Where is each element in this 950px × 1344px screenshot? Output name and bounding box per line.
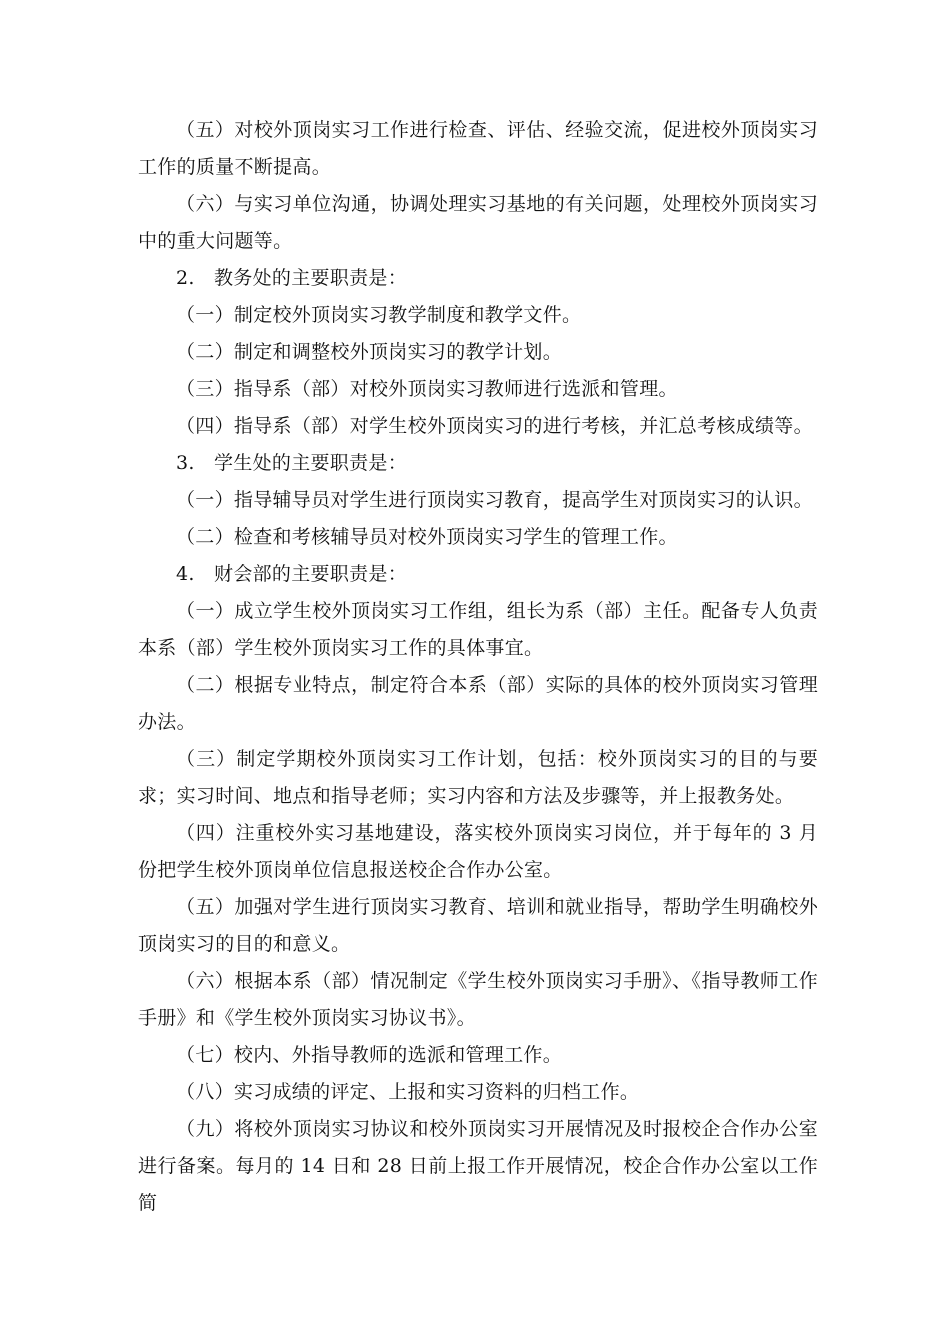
paragraph-6-communication: （六）与实习单位沟通，协调处理实习基地的有关问题，处理校外顶岗实习中的重大问题等。	[138, 193, 818, 252]
student-item-2: （二）检查和考核辅导员对校外顶岗实习学生的管理工作。	[176, 526, 678, 548]
finance-item-2: （二）根据专业特点，制定符合本系（部）实际的具体的校外顶岗实习管理办法。	[138, 674, 818, 733]
finance-item-1: （一）成立学生校外顶岗实习工作组，组长为系（部）主任。配备专人负责本系（部）学生校外顶岗实习工作的具体事宜。	[138, 600, 818, 659]
finance-item-7: （七）校内、外指导教师的选派和管理工作。	[176, 1044, 563, 1066]
section-heading-finance: 4. 财会部的主要职责是：	[176, 563, 408, 585]
academic-item-3: （三）指导系（部）对校外顶岗实习教师进行选派和管理。	[176, 378, 678, 400]
academic-item-4: （四）指导系（部）对学生校外顶岗实习的进行考核，并汇总考核成绩等。	[176, 415, 813, 437]
finance-item-9: （九）将校外顶岗实习协议和校外顶岗实习开展情况及时报校企合作办公室进行备案。每月的 14 日和 28 日前上报工作开展情况，校企合作办公室以工作简	[138, 1118, 818, 1214]
section-heading-academic-affairs: 2. 教务处的主要职责是：	[176, 267, 408, 289]
student-item-1: （一）指导辅导员对学生进行顶岗实习教育，提高学生对顶岗实习的认识。	[176, 489, 813, 511]
academic-item-1: （一）制定校外顶岗实习教学制度和教学文件。	[176, 304, 582, 326]
academic-item-2: （二）制定和调整校外顶岗实习的教学计划。	[176, 341, 563, 363]
finance-item-5: （五）加强对学生进行顶岗实习教育、培训和就业指导，帮助学生明确校外顶岗实习的目的和意义。	[138, 896, 818, 955]
finance-item-6: （六）根据本系（部）情况制定《学生校外顶岗实习手册》、《指导教师工作手册》和《学生校外顶岗实习协议书》。	[138, 970, 818, 1029]
finance-item-8: （八）实习成绩的评定、上报和实习资料的归档工作。	[176, 1081, 640, 1103]
paragraph-5-inspection: （五）对校外顶岗实习工作进行检查、评估、经验交流，促进校外顶岗实习工作的质量不断提高。	[138, 119, 818, 178]
finance-item-3: （三）制定学期校外顶岗实习工作计划，包括：校外顶岗实习的目的与要求；实习时间、地点和指导老师；实习内容和方法及步骤等，并上报教务处。	[138, 748, 818, 807]
document-body	[138, 112, 818, 1222]
finance-item-4: （四）注重校外实习基地建设，落实校外顶岗实习岗位，并于每年的 3 月份把学生校外顶岗单位信息报送校企合作办公室。	[138, 822, 818, 881]
section-heading-student-affairs: 3. 学生处的主要职责是：	[176, 452, 408, 474]
